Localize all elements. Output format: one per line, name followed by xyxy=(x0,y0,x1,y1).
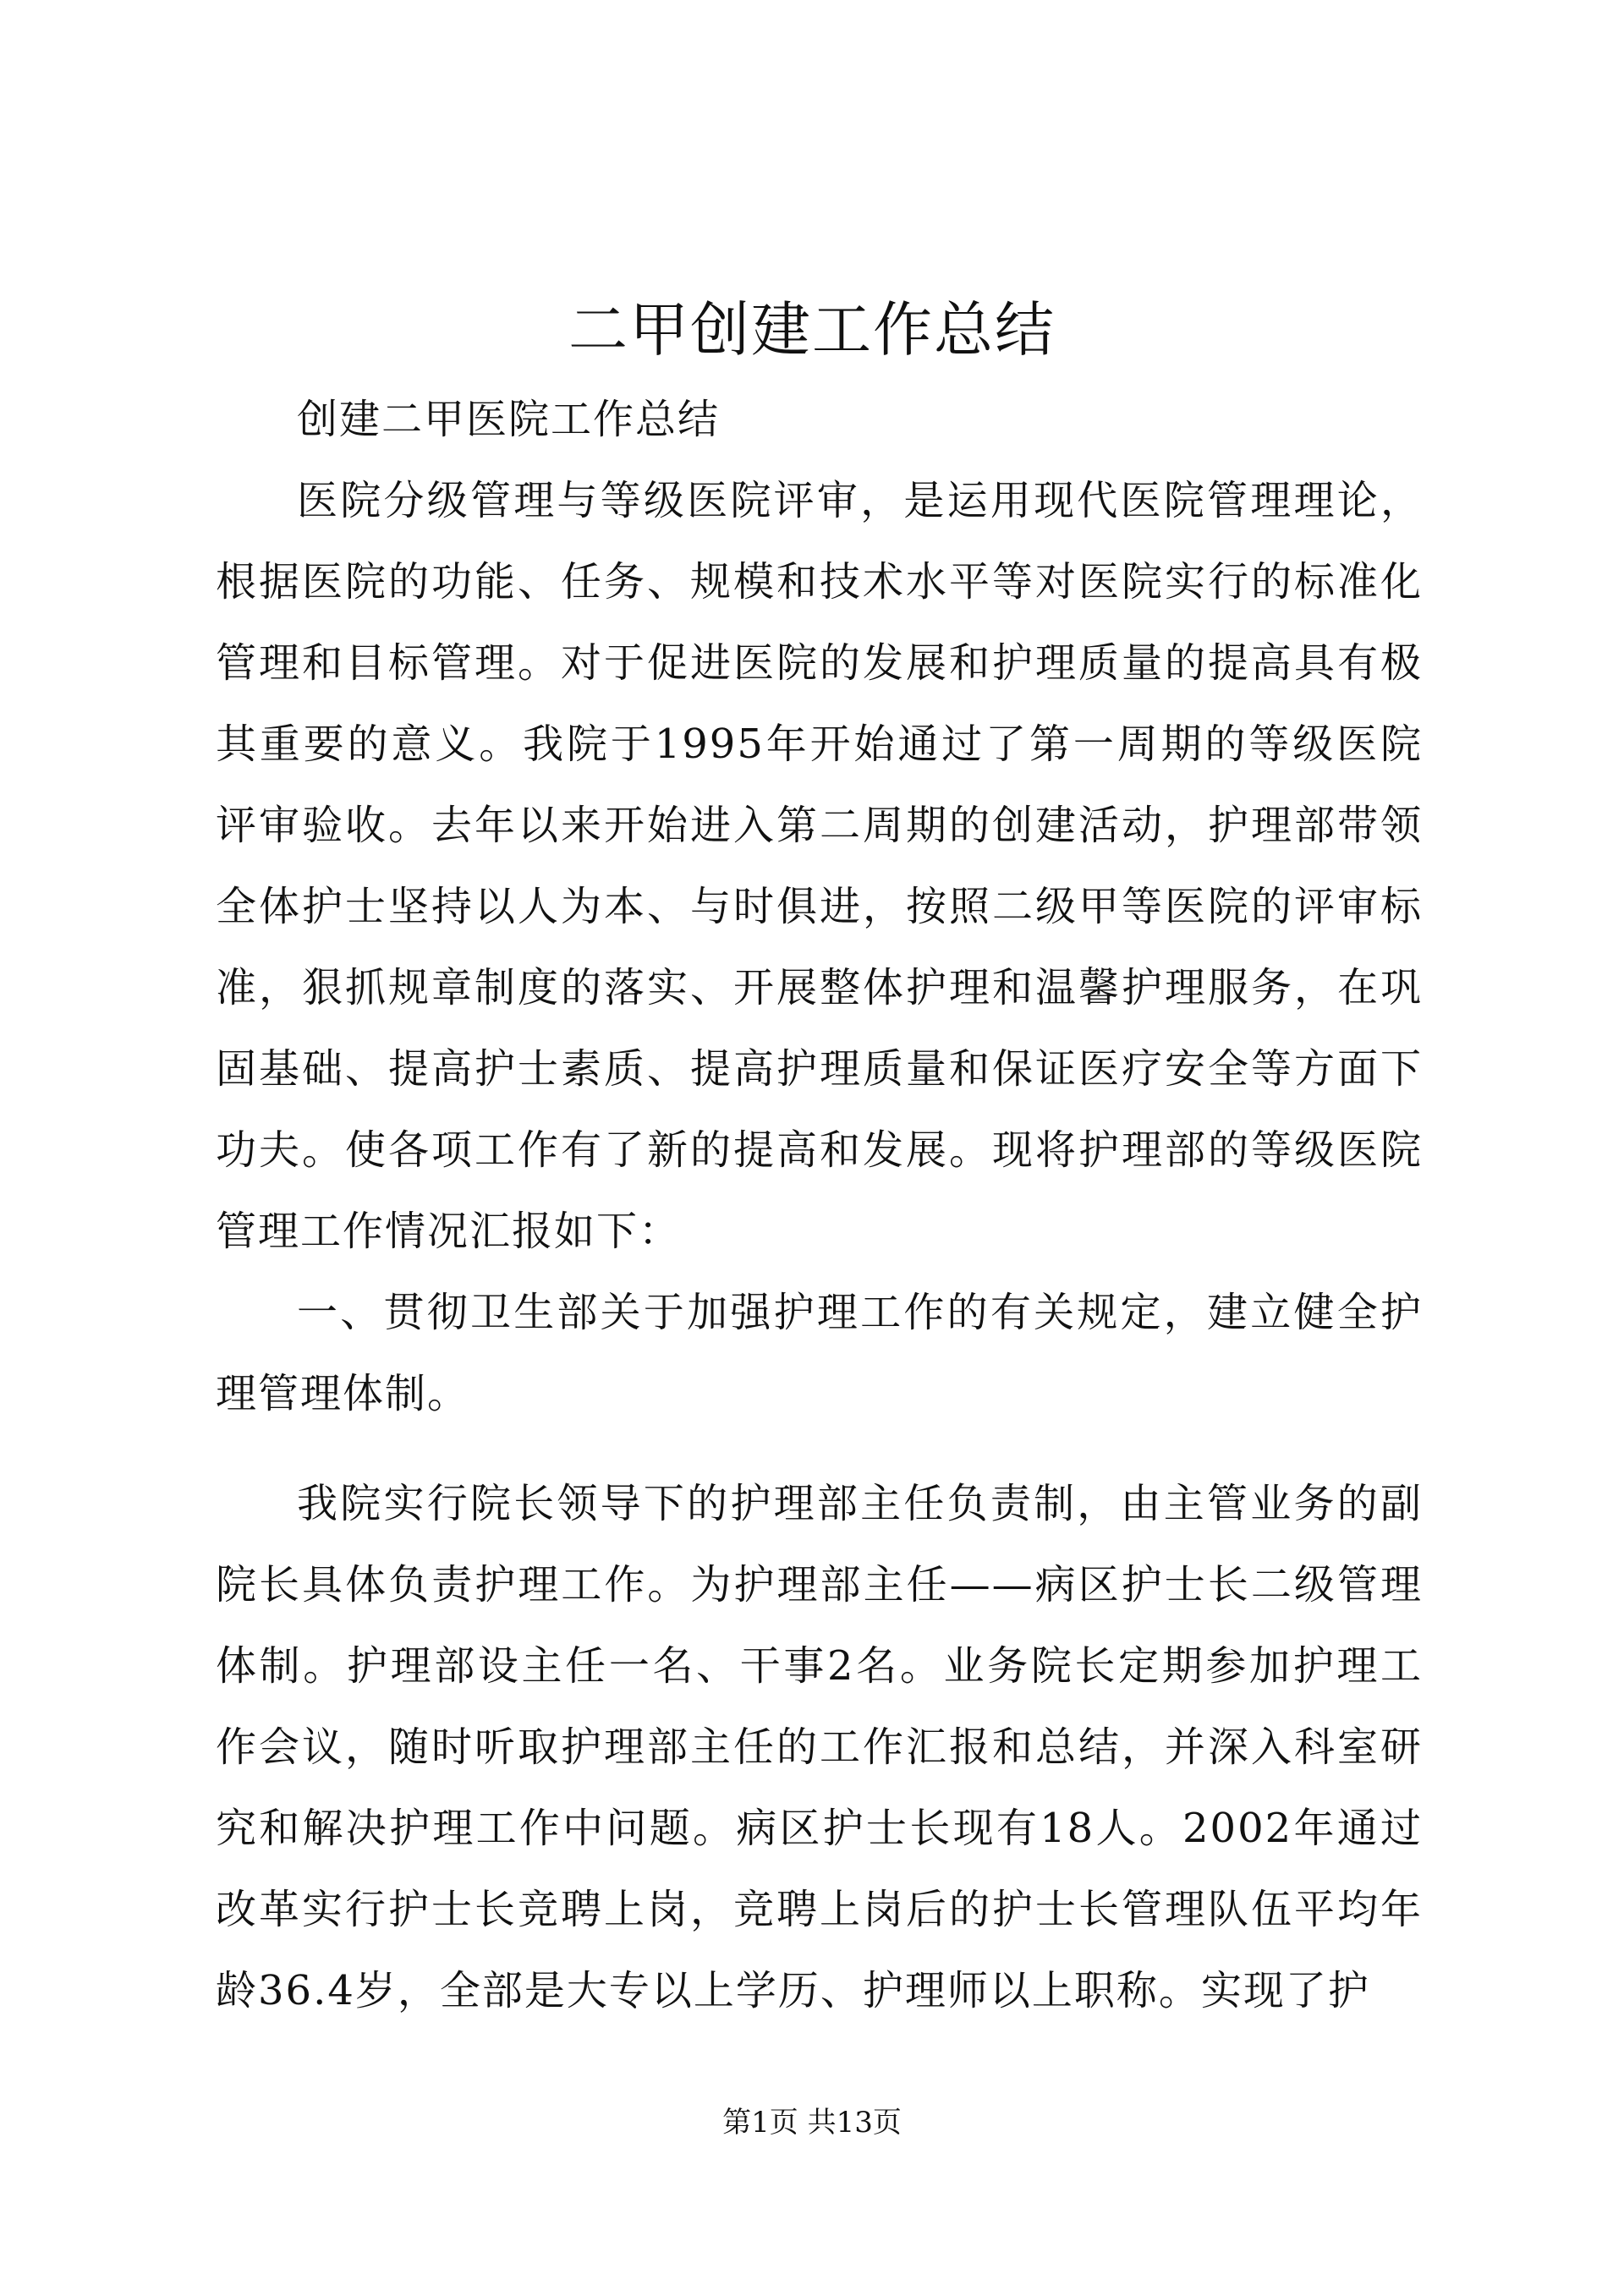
management-paragraph: 我院实行院长领导下的护理部主任负责制，由主管业务的副院长具体负责护理工作。为护理部主任——病区护士长二级管理体制。护理部设主任一名、干事2名。业务院长定期参加护理工作会议，随时听取护理部主任的工作汇报和总结，并深入科室研究和解决护理工作中问题。病区护士长现有18人。2002年通过改革实行护士长竞聘上岗，竞聘上岗后的护士长管理队伍平均年龄36.4岁，全部是大专以上学历、护理师以上职称。实现了护 xyxy=(216,1480,1423,2014)
page-footer: 第1页 共13页 xyxy=(722,2106,902,2140)
document-title: 二甲创建工作总结 xyxy=(568,295,1056,364)
section-heading-paragraph: 一、贯彻卫生部关于加强护理工作的有关规定，建立健全护理管理体制。 xyxy=(216,1289,1423,1417)
document-body xyxy=(216,379,1423,2031)
intro-paragraph: 医院分级管理与等级医院评审，是运用现代医院管理理论，根据医院的功能、任务、规模和技术水平等对医院实行的标准化管理和目标管理。对于促进医院的发展和护理质量的提高具有极其重要的意义。我院于1995年开始通过了第一周期的等级医院评审验收。去年以来开始进入第二周期的创建活动，护理部带领全体护士坚持以人为本、与时俱进，按照二级甲等医院的评审标准，狠抓规章制度的落实、开展整体护理和温馨护理服务，在巩固基础、提高护士素质、提高护理质量和保证医疗安全等方面下功夫。使各项工作有了新的提高和发展。现将护理部的等级医院管理工作情况汇报如下： xyxy=(216,477,1423,1255)
subtitle-paragraph: 创建二甲医院工作总结 xyxy=(297,396,721,443)
